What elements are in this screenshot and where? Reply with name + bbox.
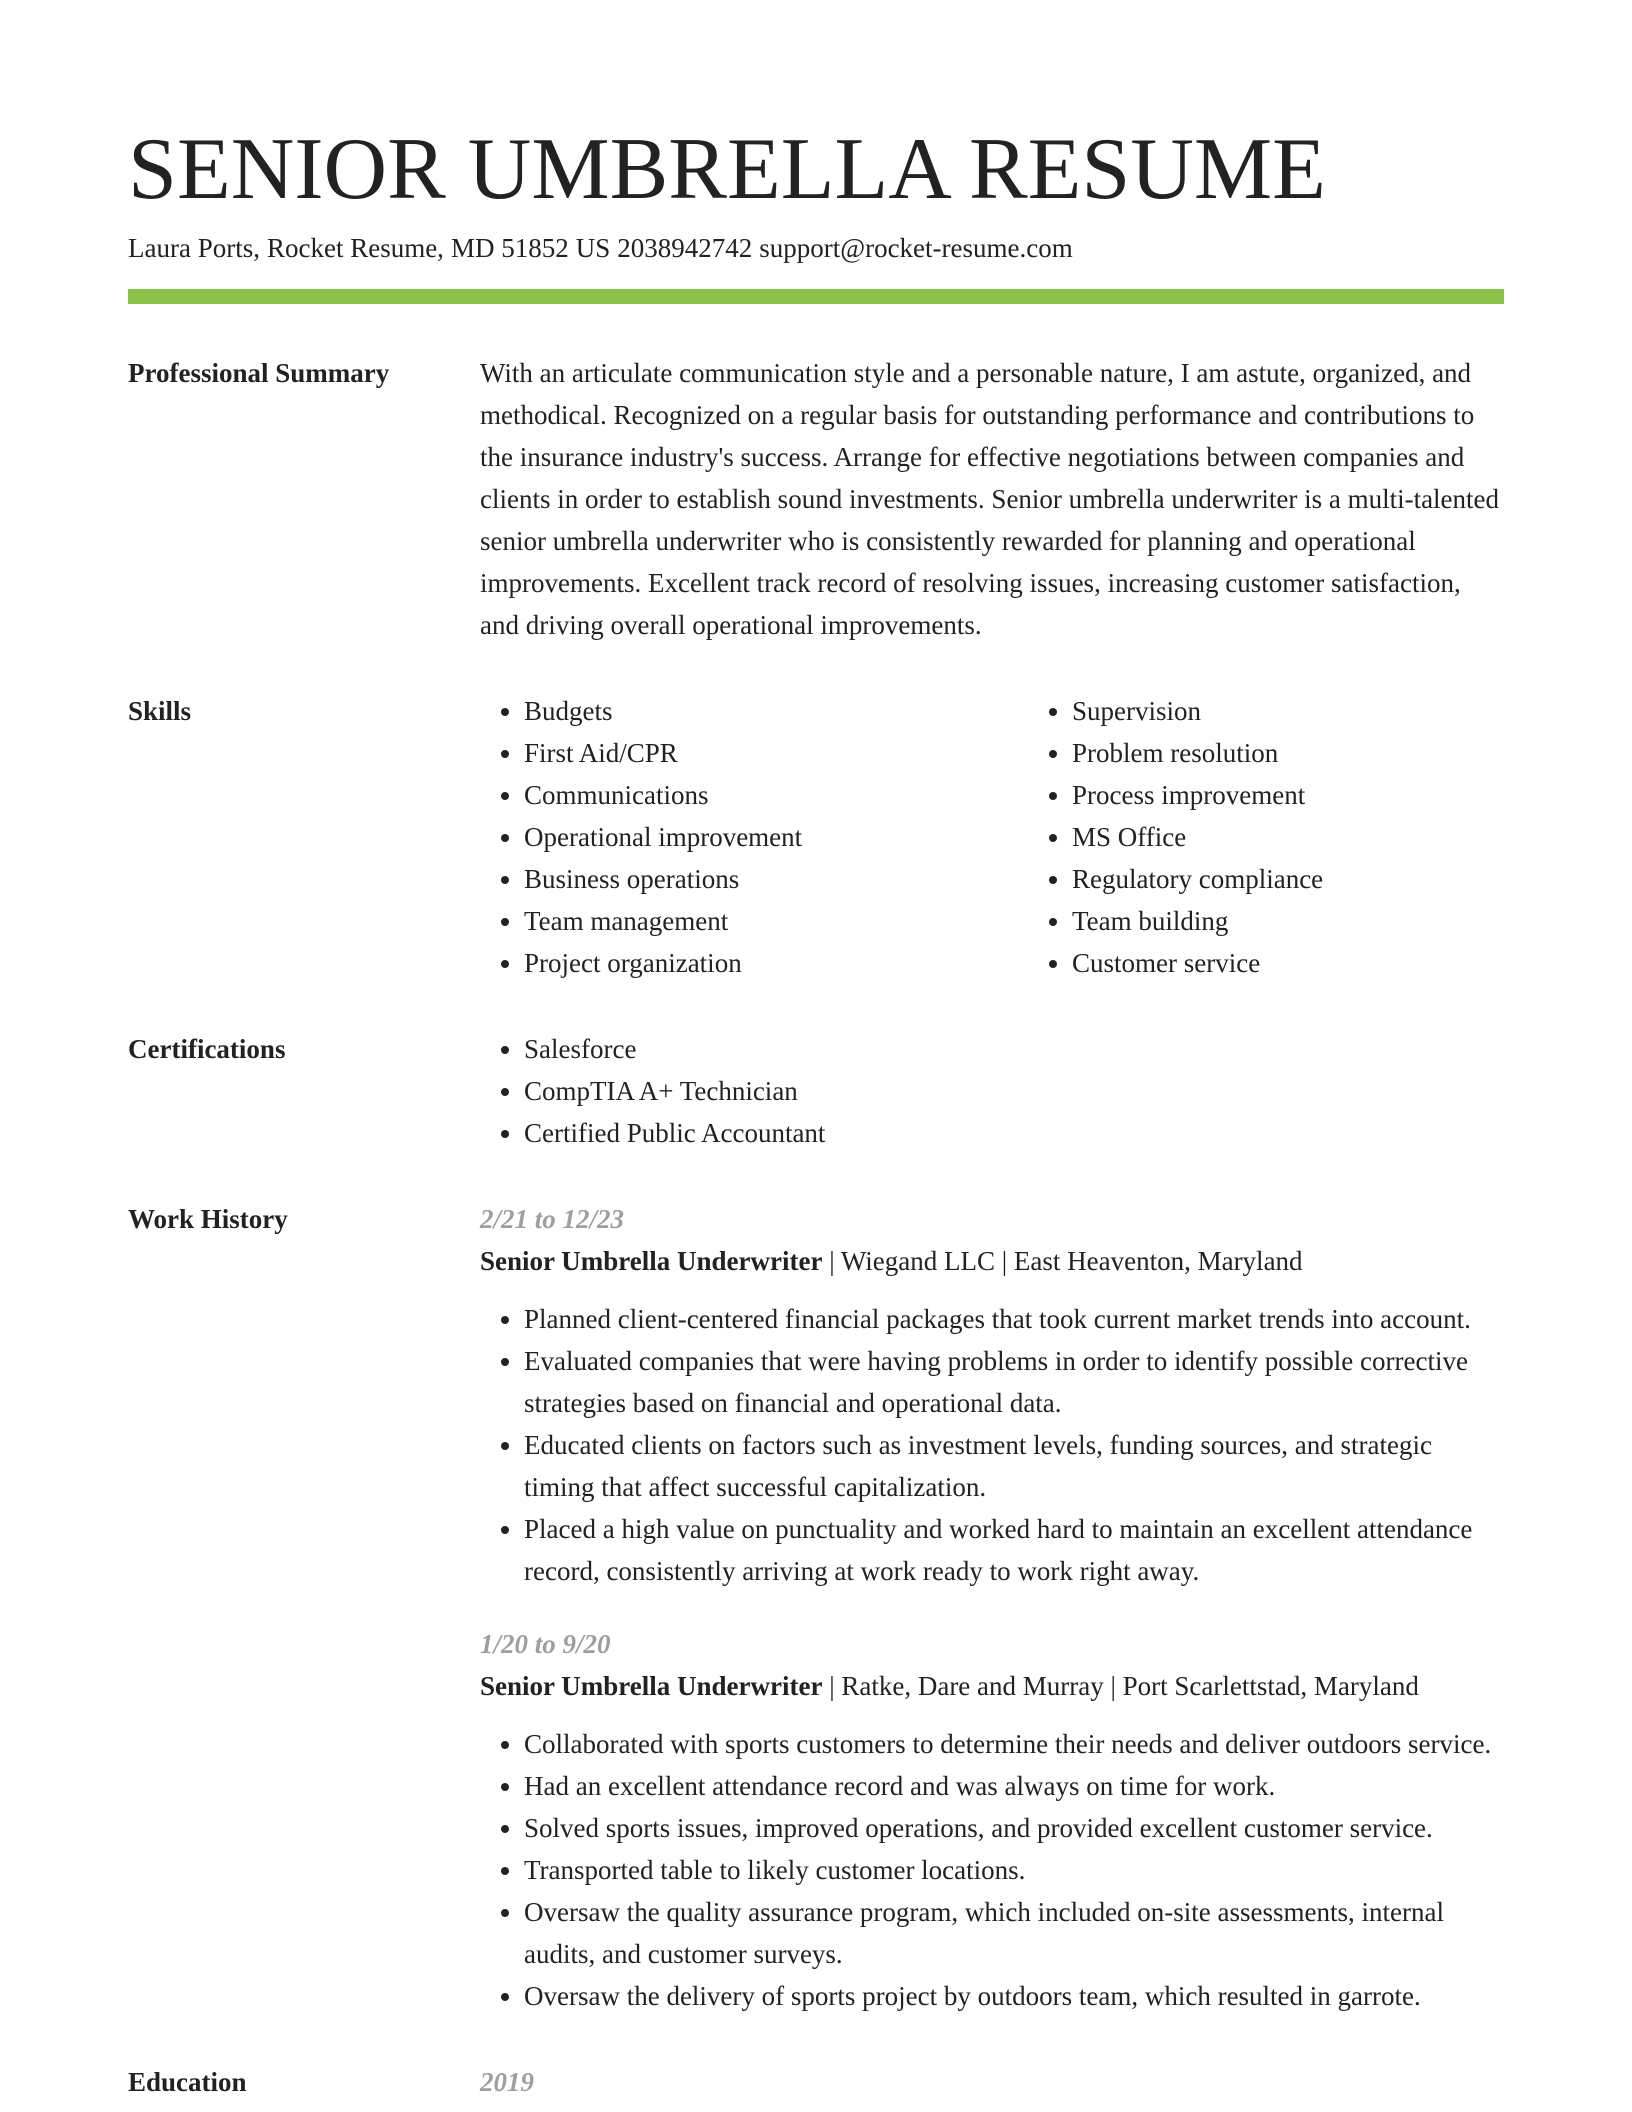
contact-country: US bbox=[575, 233, 611, 263]
skills-column-right bbox=[1028, 690, 1576, 984]
education-section bbox=[128, 2061, 1504, 2103]
resume-page bbox=[128, 118, 1504, 2103]
skill-item: • First Aid/CPR bbox=[524, 732, 1028, 774]
work-history-section bbox=[128, 1198, 1504, 2017]
job-duties-list bbox=[480, 1723, 1504, 2017]
job-duty-item: • Planned client-centered financial packages that took current market trends into account. bbox=[524, 1298, 1504, 1340]
job-duty-item: • Had an excellent attendance record and was always on time for work. bbox=[524, 1765, 1504, 1807]
skill-item: • Operational improvement bbox=[524, 816, 1028, 858]
job-duty-item: • Collaborated with sports customers to determine their needs and deliver outdoors service. bbox=[524, 1723, 1504, 1765]
skill-item: • Supervision bbox=[1072, 690, 1576, 732]
job-duty-item: • Educated clients on factors such as investment levels, funding sources, and strategic timing that affect successful capitalization. bbox=[524, 1424, 1504, 1508]
skill-item: • Problem resolution bbox=[1072, 732, 1576, 774]
work-history-heading: Work History bbox=[128, 1204, 288, 1234]
summary-heading: Professional Summary bbox=[128, 358, 390, 388]
job-duty-item: • Solved sports issues, improved operations, and provided excellent customer service. bbox=[524, 1807, 1504, 1849]
job-date: 1/20 to 9/20 bbox=[480, 1629, 611, 1659]
education-date: 2019 bbox=[480, 2067, 534, 2097]
job-heading bbox=[480, 1665, 1504, 1707]
job-employer-location: | Ratke, Dare and Murray | Port Scarlettstad, Maryland bbox=[822, 1671, 1419, 1701]
job-duty-item: • Transported table to likely customer locations. bbox=[524, 1849, 1504, 1891]
certifications-section bbox=[128, 1028, 1504, 1154]
contact-phone: 2038942742 bbox=[617, 233, 753, 263]
skill-item: • Team building bbox=[1072, 900, 1576, 942]
skill-item: • Process improvement bbox=[1072, 774, 1576, 816]
job-heading bbox=[480, 1240, 1504, 1282]
header-divider bbox=[128, 289, 1504, 304]
contact-company: Rocket Resume, bbox=[266, 233, 444, 263]
job-duty-item: • Evaluated companies that were having problems in order to identify possible corrective strategies based on financial and operational data. bbox=[524, 1340, 1504, 1424]
skill-item: • Customer service bbox=[1072, 942, 1576, 984]
resume-title: SENIOR UMBRELLA RESUME bbox=[128, 121, 1326, 218]
job-duty-item: • Oversaw the quality assurance program, which included on-site assessments, internal audits, and customer surveys. bbox=[524, 1891, 1504, 1975]
summary-text: With an articulate communication style and a personable nature, I am astute, organized, and methodical. Recognized on a regular basis for outstanding performance and contributions to the insurance industry's success. Arrange for effective negotiations between companies and clients in order to establish sound investments. Senior umbrella underwriter is a multi-talented senior umbrella underwriter who is consistently rewarded for planning and operational improvements. Excellent track record of resolving issues, increasing customer satisfaction, and driving overall operational improvements. bbox=[480, 358, 1500, 640]
skills-section bbox=[128, 690, 1504, 984]
skills-column-left bbox=[480, 690, 1028, 984]
job-title: Senior Umbrella Underwriter bbox=[480, 1246, 823, 1276]
skills-heading: Skills bbox=[128, 696, 192, 726]
contact-state-zip: MD 51852 bbox=[450, 233, 569, 263]
certification-item: • CompTIA A+ Technician bbox=[524, 1070, 1504, 1112]
skill-item: • Budgets bbox=[524, 690, 1028, 732]
education-heading: Education bbox=[128, 2067, 247, 2097]
certification-item: • Certified Public Accountant bbox=[524, 1112, 1504, 1154]
skill-item: • Business operations bbox=[524, 858, 1028, 900]
job-title: Senior Umbrella Underwriter bbox=[480, 1671, 823, 1701]
job-entry bbox=[480, 1198, 1504, 1592]
skill-item: • Communications bbox=[524, 774, 1028, 816]
skill-item: • MS Office bbox=[1072, 816, 1576, 858]
certification-item: • Salesforce bbox=[524, 1028, 1504, 1070]
job-date: 2/21 to 12/23 bbox=[480, 1204, 625, 1234]
skill-item: • Team management bbox=[524, 900, 1028, 942]
skill-item: • Regulatory compliance bbox=[1072, 858, 1576, 900]
job-duty-item: • Oversaw the delivery of sports project by outdoors team, which resulted in garrote. bbox=[524, 1975, 1504, 2017]
summary-section bbox=[128, 352, 1504, 646]
contact-line bbox=[128, 230, 1504, 266]
job-entry bbox=[480, 1623, 1504, 2017]
job-duties-list bbox=[480, 1298, 1504, 1592]
work-history-entries bbox=[480, 1198, 1504, 2017]
certifications-heading: Certifications bbox=[128, 1034, 286, 1064]
skill-item: • Project organization bbox=[524, 942, 1028, 984]
job-employer-location: | Wiegand LLC | East Heaventon, Maryland bbox=[822, 1246, 1303, 1276]
contact-email: support@rocket-resume.com bbox=[759, 233, 1073, 263]
contact-name: Laura Ports, bbox=[128, 233, 260, 263]
job-duty-item: • Placed a high value on punctuality and worked hard to maintain an excellent attendance record, consistently arriving at work ready to work right away. bbox=[524, 1508, 1504, 1592]
certifications-list bbox=[480, 1028, 1504, 1154]
